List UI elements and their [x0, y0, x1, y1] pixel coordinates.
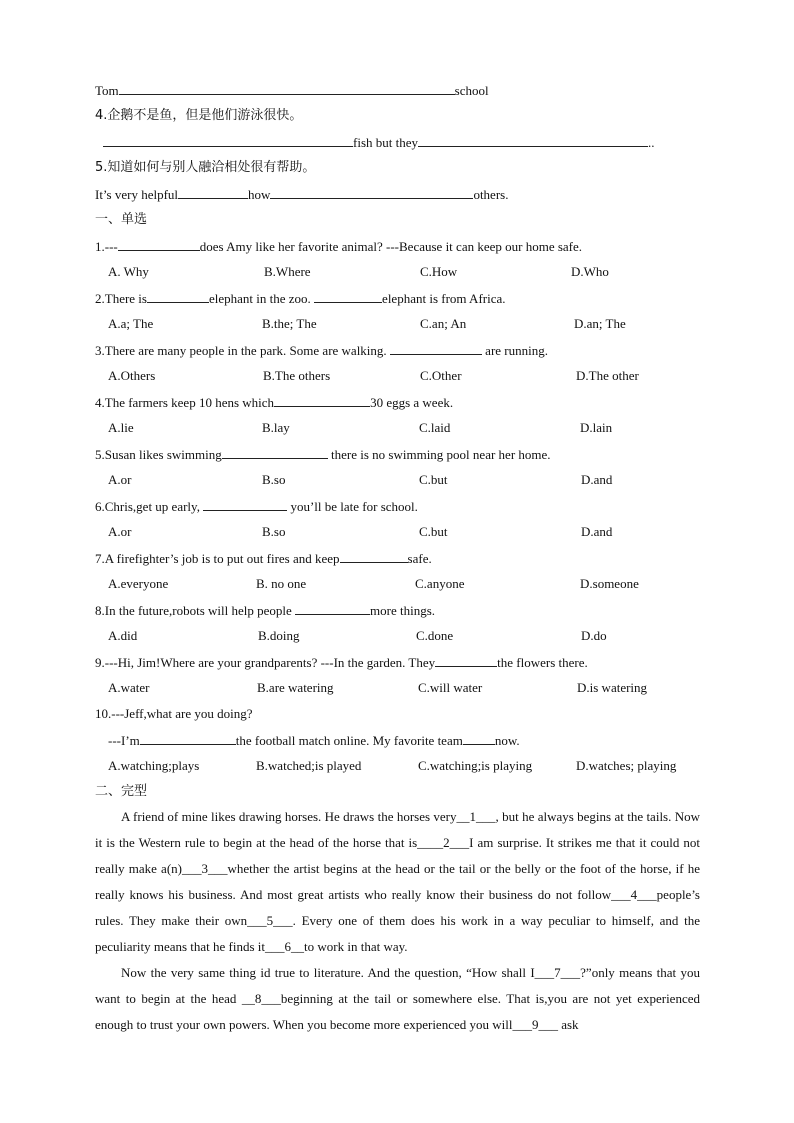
question-7	[95, 550, 432, 567]
answer-blank[interactable]	[222, 446, 328, 459]
option-d[interactable]: D.lain	[580, 420, 613, 435]
answer-blank[interactable]	[118, 238, 200, 251]
question-10	[95, 706, 253, 722]
option-b[interactable]: B.so	[262, 524, 286, 539]
question-1	[95, 238, 582, 255]
text: school	[454, 83, 489, 98]
option-d[interactable]: D.and	[581, 524, 613, 539]
option-b[interactable]: B. no one	[256, 576, 307, 591]
text: elephant is from Africa.	[382, 291, 506, 306]
translation-prompt-5: 5.知道如何与别人融洽相处很有帮助。	[95, 160, 316, 175]
text: 8.In the future,robots will help people	[95, 603, 296, 618]
text: now.	[494, 733, 520, 748]
paragraph-text: A friend of mine likes drawing horses. He draws the horses very__1___, but he always begins at the tails. Now it is the Western rule to begin at the head of the horse that is____2___I am surprise. It strikes me that it could not really make a(n)___3___whether the artist begins at the head or the tail or the belly or the foot of the horse, if he really knows his business. And most great artists who really know their business do not follow___4___people’s rules. They make their own___5___. Every one of them does his work in a way peculiar to himself, and the peculiarity means that he finds it___6__to work in that way.	[95, 809, 700, 954]
translation-line-5	[95, 186, 508, 203]
translation-line-3	[95, 82, 489, 99]
question-6	[95, 498, 418, 515]
text: the football match online. My favorite team	[235, 733, 463, 748]
option-b[interactable]: B.so	[262, 472, 286, 487]
question-9	[95, 654, 588, 671]
option-d[interactable]: D.someone	[580, 576, 639, 591]
text: 10.---Jeff,what are you doing?	[95, 706, 253, 721]
option-a[interactable]: A.a; The	[108, 316, 154, 331]
option-b[interactable]: B.The others	[263, 368, 331, 383]
option-c[interactable]: C.done	[416, 628, 454, 643]
text: It’s very helpful	[95, 187, 179, 202]
question-4	[95, 394, 453, 411]
option-a[interactable]: A.lie	[108, 420, 134, 435]
text: others.	[473, 187, 509, 202]
option-c[interactable]: C.How	[420, 264, 458, 279]
cloze-paragraph-1	[95, 804, 700, 960]
option-c[interactable]: C.but	[419, 472, 448, 487]
text: 5.Susan likes swimming	[95, 447, 222, 462]
text: are running.	[481, 343, 548, 358]
option-d[interactable]: D.do	[581, 628, 607, 643]
text: how	[248, 187, 271, 202]
answer-blank[interactable]	[418, 134, 648, 147]
option-a[interactable]: A.or	[108, 524, 132, 539]
answer-blank[interactable]	[103, 134, 353, 147]
answer-blank[interactable]	[147, 290, 209, 303]
answer-blank[interactable]	[295, 602, 370, 615]
option-b[interactable]: B.the; The	[262, 316, 317, 331]
option-b[interactable]: B.doing	[258, 628, 300, 643]
question-2	[95, 290, 506, 307]
text: 6.Chris,get up early,	[95, 499, 204, 514]
text: 7.A firefighter’s job is to put out fires and keep	[95, 551, 340, 566]
option-d[interactable]: D.an; The	[574, 316, 626, 331]
text: ..	[648, 135, 655, 150]
text: 1.---	[95, 239, 118, 254]
text: more things.	[370, 603, 436, 618]
option-a[interactable]: A.Others	[108, 368, 156, 383]
option-a[interactable]: A.or	[108, 472, 132, 487]
answer-blank[interactable]	[435, 654, 497, 667]
answer-blank[interactable]	[390, 342, 482, 355]
answer-blank[interactable]	[340, 550, 408, 563]
option-b[interactable]: B.lay	[262, 420, 290, 435]
option-b[interactable]: B.watched;is played	[256, 758, 362, 773]
question-3	[95, 342, 548, 359]
option-b[interactable]: B.Where	[264, 264, 311, 279]
section-title-single-choice: 一、单选	[95, 212, 148, 227]
answer-blank[interactable]	[178, 186, 248, 199]
question-5	[95, 446, 551, 463]
answer-blank[interactable]	[119, 82, 455, 95]
option-d[interactable]: D.The other	[576, 368, 639, 383]
option-a[interactable]: A.did	[108, 628, 138, 643]
text: safe.	[407, 551, 432, 566]
option-d[interactable]: D.is watering	[577, 680, 648, 695]
question-10-answer-line	[108, 732, 520, 749]
answer-blank[interactable]	[314, 290, 382, 303]
option-a[interactable]: A.everyone	[108, 576, 169, 591]
text: you’ll be late for school.	[287, 499, 418, 514]
answer-blank[interactable]	[274, 394, 370, 407]
option-c[interactable]: C.watching;is playing	[418, 758, 533, 773]
option-b[interactable]: B.are watering	[257, 680, 334, 695]
option-c[interactable]: C.but	[419, 524, 448, 539]
answer-blank[interactable]	[270, 186, 473, 199]
text: does Amy like her favorite animal? ---Because it can keep our home safe.	[199, 239, 583, 254]
option-a[interactable]: A. Why	[108, 264, 149, 279]
cloze-paragraph-2	[95, 960, 700, 1038]
translation-prompt-4: 4.企鹅不是鱼，但是他们游泳很快。	[95, 108, 303, 123]
text: fish but they	[353, 135, 418, 150]
text: there is no swimming pool near her home.	[327, 447, 551, 462]
option-c[interactable]: C.will water	[418, 680, 483, 695]
answer-blank[interactable]	[140, 732, 236, 745]
option-d[interactable]: D.and	[581, 472, 613, 487]
option-c[interactable]: C.laid	[419, 420, 451, 435]
option-a[interactable]: A.watching;plays	[108, 758, 200, 773]
option-a[interactable]: A.water	[108, 680, 150, 695]
answer-blank[interactable]	[203, 498, 287, 511]
section-title-cloze: 二、完型	[95, 784, 148, 799]
option-d[interactable]: D.watches; playing	[576, 758, 677, 773]
option-c[interactable]: C.anyone	[415, 576, 465, 591]
option-c[interactable]: C.Other	[420, 368, 462, 383]
text: ---I’m	[108, 733, 140, 748]
text: 4.The farmers keep 10 hens which	[95, 395, 275, 410]
text: Tom	[95, 83, 119, 98]
answer-blank[interactable]	[463, 732, 495, 745]
paragraph-text: Now the very same thing id true to literature. And the question, “How shall I___7___?”only means that you want to begin at the head __8___beginning at the tail or somewhere else. That is,you are not yet experienced enough to trust your own powers. When you become more experienced you will___9___ ask	[95, 965, 700, 1032]
question-8	[95, 602, 435, 619]
text: elephant in the zoo.	[208, 291, 315, 306]
option-c[interactable]: C.an; An	[420, 316, 467, 331]
option-d[interactable]: D.Who	[571, 264, 609, 279]
text: the flowers there.	[497, 655, 588, 670]
text: 30 eggs a week.	[370, 395, 454, 410]
text: 9.---Hi, Jim!Where are your grandparents? ---In the garden. They	[95, 655, 436, 670]
text: 2.There is	[95, 291, 147, 306]
text: 3.There are many people in the park. Some are walking.	[95, 343, 390, 358]
translation-line-4	[103, 134, 655, 151]
